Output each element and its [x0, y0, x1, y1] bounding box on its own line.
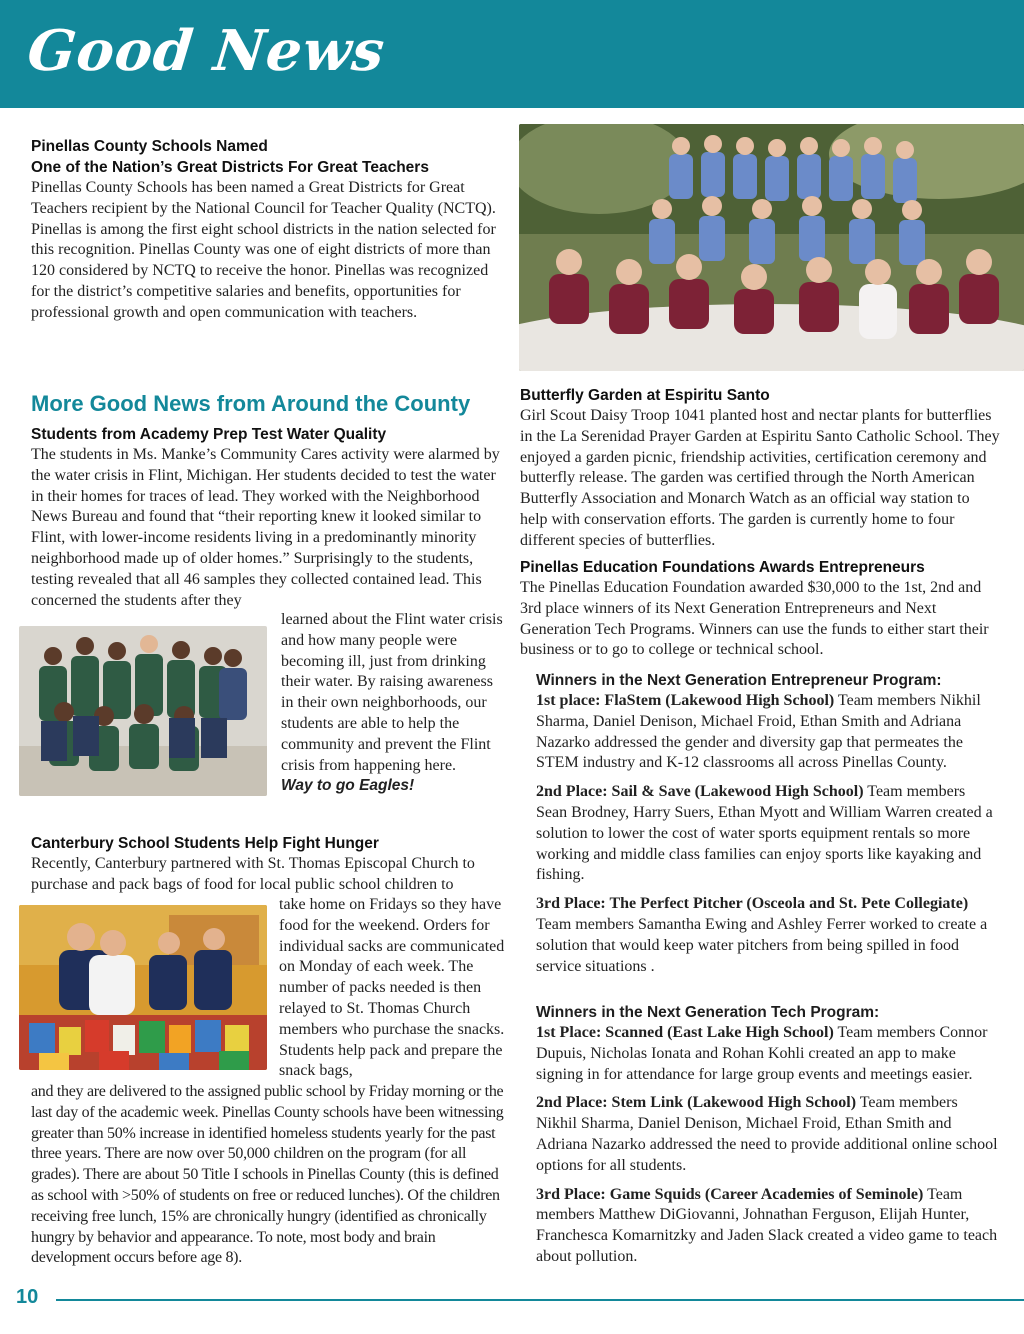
tech-heading: Winners in the Next Generation Tech Program:: [536, 1004, 880, 1021]
nctq-heading-line2: One of the Nation’s Great Districts For Great Teachers: [31, 159, 429, 176]
foundation-heading: Pinellas Education Foundations Awards Entrepreneurs: [520, 559, 925, 576]
nctq-heading-line1: Pinellas County Schools Named: [31, 138, 268, 155]
butterfly-article: [520, 385, 1000, 552]
tech-award-3: [520, 1185, 1000, 1268]
entrepreneur-award-3: [520, 894, 1000, 977]
hunger-body-top: Recently, Canterbury partnered with St. Thomas Episcopal Church to purchase and pack bags of food for local public school children to: [31, 855, 475, 893]
award-title: 2nd Place: Sail & Save (Lakewood High School): [536, 783, 864, 801]
masthead-banner: [0, 0, 1024, 108]
foundation-body: The Pinellas Education Foundation awarded $30,000 to the 1st, 2nd and 3rd place winners of its Next Generation Entrepreneurs and Next Generation Tech Programs. Winners can use the funds to either start their business or to go to college or technical school.: [520, 579, 989, 659]
entrepreneur-award-2: [520, 782, 1000, 886]
nctq-body: Pinellas County Schools has been named a Great Districts for Great Teachers recipient by the National Council for Teacher Quality (NCTQ). Pinellas is among the first eight school districts in the nation selected for this recognition. Pinellas County was one of eight districts of more than 120 considered by NCTQ to receive the honor. Pinellas was recognized for the district’s competitive salaries and benefits, opportunities for professional growth and open communication with teachers.: [31, 179, 496, 321]
page-number: 10: [16, 1286, 39, 1308]
nctq-article: [31, 136, 504, 324]
entrepreneur-heading: Winners in the Next Generation Entrepreneur Program:: [536, 672, 942, 689]
girl-scouts-photo: [519, 124, 1024, 371]
award-title: 2nd Place: Stem Link (Lakewood High School): [536, 1094, 857, 1112]
water-body-side-text: learned about the Flint water crisis and how many people were becoming ill, just from drinking their water. By raising awareness in their own neighborhoods, our students are able to help the community and prevent the Flint crisis from happening here.: [281, 611, 503, 774]
award-text: Team members Samantha Ewing and Ashley Ferrer worked to create a solution that would keep water pitchers from being spilled in food service situations .: [536, 915, 988, 975]
award-text: Team members Connor Dupuis, Nicholas Ionata and Rohan Kohli created an app to make signing in for attendance for large group events and meetings easier.: [536, 1024, 988, 1083]
water-heading: Students from Academy Prep Test Water Quality: [31, 426, 387, 443]
water-body-top: The students in Ms. Manke’s Community Cares activity were alarmed by the water crisis in Flint, Michigan. Her students decided to test the water in their homes for traces of lead. They worked with the Neighborhood News Bureau and found that “their reporting knew it looked similar to Flint, with lower-income residents living in a predominantly minority neighborhood made up of older homes.” Surprisingly to the students, testing revealed that all 46 samples they collected contained lead. This concerned the students after they: [31, 446, 500, 609]
canterbury-photo: [19, 905, 267, 1070]
award-text: Team members Sean Brodney, Harry Suers, Ethan Myott and William Warren created a solution to lower the cost of water sports equipment rentals so more working and middle class families can enjoy sports like kayaking and fishing.: [536, 783, 993, 884]
academy-prep-photo: [19, 626, 267, 796]
water-closing: Way to go Eagles!: [281, 777, 415, 795]
award-title: 3rd Place: The Perfect Pitcher (Osceola and St. Pete Collegiate): [536, 895, 969, 913]
foundation-article: [520, 557, 1000, 661]
hunger-heading: Canterbury School Students Help Fight Hunger: [31, 835, 379, 852]
footer-rule: [56, 1299, 1024, 1301]
entrepreneur-award-1: [520, 691, 1000, 774]
award-title: 1st Place: Scanned (East Lake High School): [536, 1024, 834, 1041]
award-text: Team members Nikhil Sharma, Daniel Denison, Michael Froid, Ethan Smith and Adriana Nazarko addressed the need to provide additional online school options for all students.: [536, 1094, 998, 1174]
hunger-body-side: take home on Fridays so they have food for the weekend. Orders for individual sacks are communicated on Monday of each week. The number of packs needed is then relayed to St. Thomas Church members who purchase the snacks. Students help pack and prepare the snack bags,: [279, 896, 505, 1080]
water-article: [31, 424, 504, 611]
tech-award-1: [520, 1023, 1000, 1085]
tech-winners: [520, 992, 1000, 1268]
entrepreneur-winners: [520, 660, 1000, 977]
more-news-heading: More Good News from Around the County: [31, 391, 471, 416]
hunger-article: [31, 833, 504, 896]
water-body-side: [281, 610, 505, 797]
butterfly-body: Girl Scout Daisy Troop 1041 planted host and nectar plants for butterflies in the La Serenidad Prayer Garden at Espiritu Santo Catholic School. They enjoyed a garden picnic, friendship activities, certification ceremony and butterfly release. The garden was certified through the North American Butterfly Association and Monarch Watch as an official way station to help with conservation efforts. The garden is currently home to four different species of butterflies.: [520, 407, 1000, 549]
award-title: 3rd Place: Game Squids (Career Academies of Seminole): [536, 1185, 924, 1203]
tech-award-2: [520, 1093, 1000, 1176]
masthead-title: Good News: [24, 18, 389, 84]
award-title: 1st place: FlaStem (Lakewood High School): [536, 692, 835, 709]
award-text: Team members Matthew DiGiovanni, Johnathan Ferguson, Elijah Hunter, Franchesca Komarnitzky and Jaden Slack created a video game to teach about pollution.: [536, 1185, 998, 1265]
award-text: Team members Nikhil Sharma, Daniel Denison, Michael Froid, Ethan Smith and Adriana Nazarko addressed the gender and diversity gap that permeates the STEM industry and K-12 classrooms all across Pinellas County.: [536, 692, 981, 772]
hunger-body-bottom: and they are delivered to the assigned public school by Friday morning or the last day of the academic week. Pinellas County schools have been witnessing greater than 50% increase in identified homeless students yearly for the past three years. There are now over 50,000 children on the program (for all grades). There are about 50 Title I schools in Pinellas County (this is defined as school with >50% of students on free or reduced lunches). Of the children receiving free lunch, 15% are chronically hungry (identified as chronically hungry by behavior and appearance. To note, most body and brain development occurs before age 8).: [31, 1083, 504, 1267]
butterfly-heading: Butterfly Garden at Espiritu Santo: [520, 387, 770, 404]
